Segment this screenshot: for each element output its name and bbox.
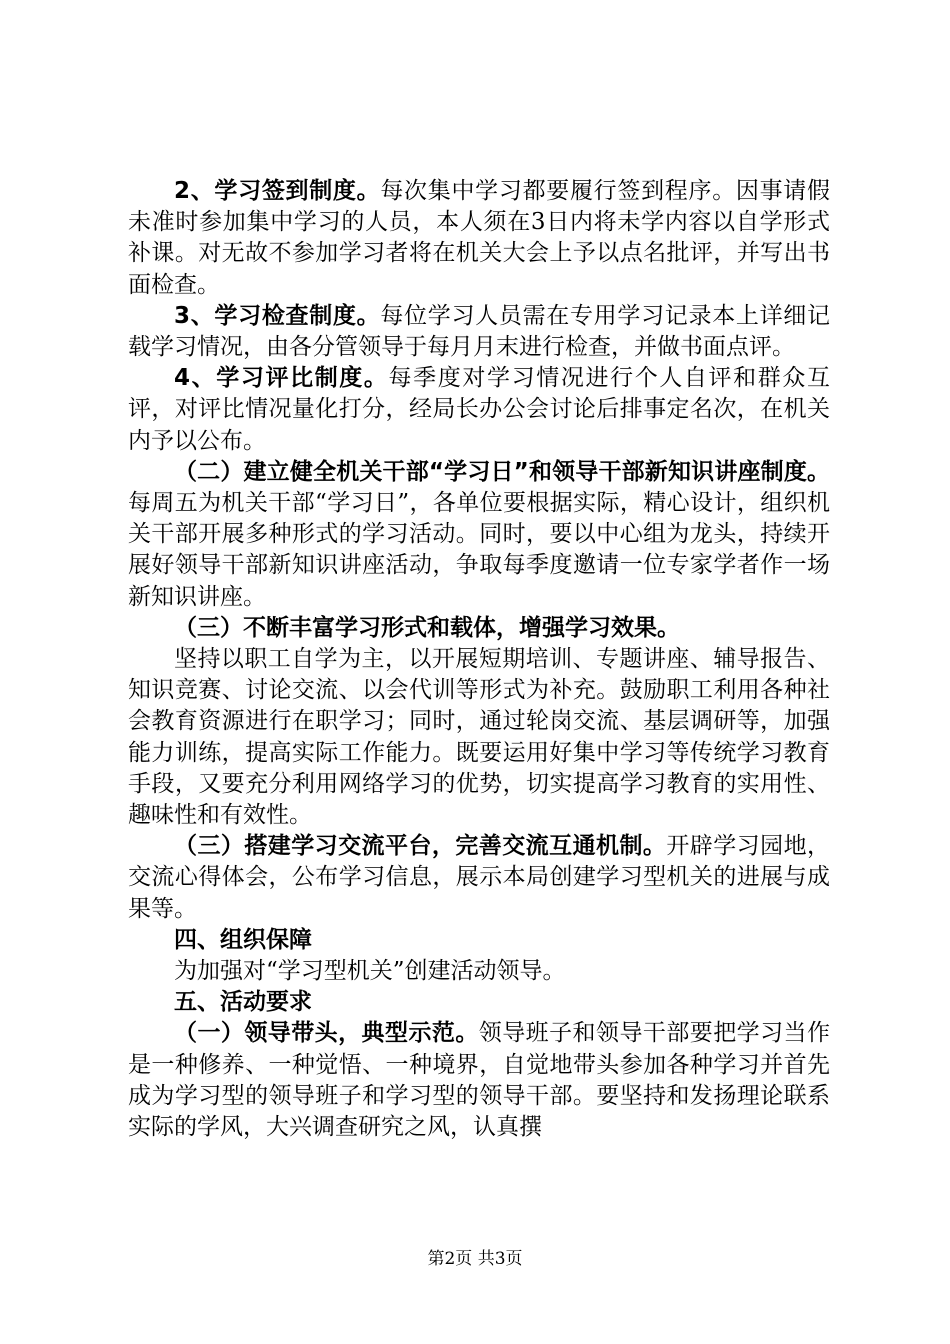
paragraph-sign-in-system — [128, 176, 830, 301]
paragraph-lead: 3、学习检查制度。 — [174, 302, 381, 329]
paragraph-text: 每位学习人员需在专用学习记录本上详细记载学习情况，由各分管领导于每月月末进行检查，并做书面点评。 — [128, 302, 830, 361]
paragraph-lead: （三）搭建学习交流平台，完善交流互通机制。 — [174, 833, 667, 860]
paragraph-organization: 为加强对“学习型机关”创建活动领导。 — [174, 958, 566, 985]
paragraph-text: 每季度对学习情况进行个人自评和群众互评，对评比情况量化打分，经局长办公会讨论后排事定名次，在机关内予以公布。 — [128, 365, 830, 454]
paragraph-evaluation-system — [128, 363, 830, 457]
paragraph-lead: （二）建立健全机关干部“学习日”和领导干部新知识讲座制度。 — [174, 458, 830, 485]
paragraph-exchange-platform — [128, 831, 830, 925]
document-body — [128, 176, 830, 1143]
paragraph-inspection-system — [128, 301, 830, 363]
paragraph-lead: （一）领导带头，典型示范。 — [174, 1020, 479, 1047]
section-heading-requirements: 五、活动要求 — [174, 989, 312, 1016]
paragraph-lead: 2、学习签到制度。 — [174, 178, 381, 204]
paragraph-lead: 4、学习评比制度。 — [174, 365, 389, 392]
paragraph-text: 每周五为机关干部“学习日”，各单位要根据实际，精心设计，组织机关干部开展多种形式的学习活动。同时，要以中心组为龙头，持续开展好领导干部新知识讲座活动，争取每季度邀请一位专家学者作一场新知识讲座。 — [128, 490, 830, 610]
page-footer: 第2页 共3页 — [427, 1249, 523, 1269]
paragraph-text: 每次集中学习都要履行签到程序。因事请假未准时参加集中学习的人员，本人须在3日内将未学内容以自学形式补课。对无故不参加学习者将在机关大会上予以点名批评，并写出书面检查。 — [128, 178, 830, 298]
section-heading-organization: 四、组织保障 — [174, 926, 312, 953]
paragraph-self-study: 坚持以职工自学为主，以开展短期培训、专题讲座、辅导报告、知识竞赛、讨论交流、以会代训等形式为补充。鼓励职工利用各种社会教育资源进行在职学习；同时，通过轮岗交流、基层调研等，加强能力训练，提高实际工作能力。既要运用好集中学习等传统学习教育手段，又要充分利用网络学习的优势，切实提高学习教育的实用性、趣味性和有效性。 — [128, 646, 830, 829]
paragraph-text: 领导班子和领导干部要把学习当作是一种修养、一种觉悟、一种境界，自觉地带头参加各种学习并首先成为学习型的领导班子和学习型的领导干部。要坚持和发扬理论联系实际的学风，大兴调查研究之风，认真撰 — [128, 1020, 831, 1141]
section-heading-study-forms: （三）不断丰富学习形式和载体，增强学习效果。 — [174, 614, 680, 641]
paragraph-text: 开辟学习园地，交流心得体会，公布学习信息，展示本局创建学习型机关的进展与成果等。 — [128, 833, 831, 922]
paragraph-study-day — [128, 457, 830, 613]
paragraph-leadership — [128, 1018, 830, 1143]
